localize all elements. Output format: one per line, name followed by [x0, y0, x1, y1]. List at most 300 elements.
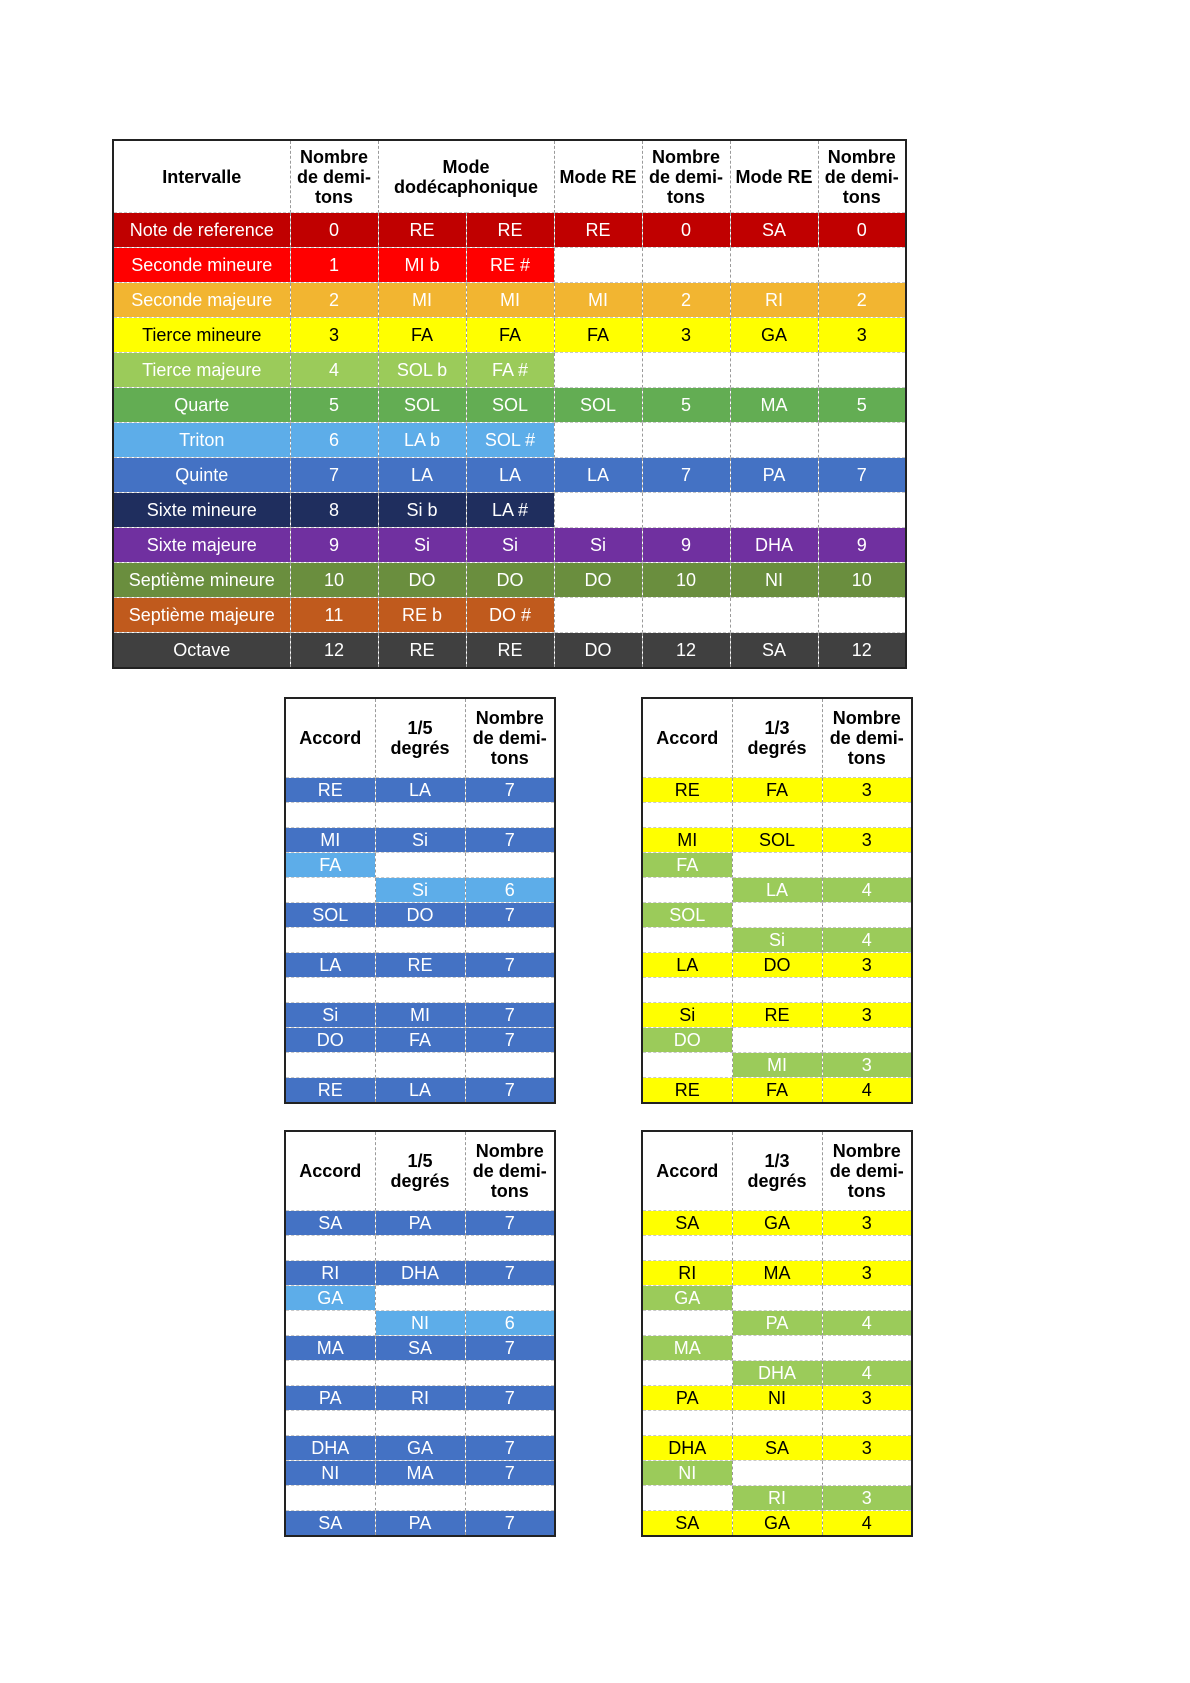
chord-row — [285, 1461, 555, 1486]
interval-cell: 9 — [642, 528, 730, 563]
chord-note — [642, 1411, 732, 1436]
interval-cell: RE — [466, 633, 554, 669]
header-degres: 1/3 degrés — [732, 698, 822, 778]
chord-note — [642, 1486, 732, 1511]
chord-row — [285, 878, 555, 903]
chord-degree: PA — [732, 1311, 822, 1336]
chord-note — [642, 1053, 732, 1078]
interval-name: Quarte — [113, 388, 290, 423]
interval-cell: 9 — [818, 528, 906, 563]
header-degres: 1/5 degrés — [375, 1131, 465, 1211]
chord-note — [285, 1411, 375, 1436]
interval-cell: Si — [554, 528, 642, 563]
chord-semitones: 4 — [822, 1078, 912, 1104]
interval-row — [113, 493, 906, 528]
chord-table-thirds-sa — [641, 1130, 913, 1537]
chord-note: LA — [642, 953, 732, 978]
header-intervalle: Intervalle — [113, 140, 290, 213]
chord-semitones: 3 — [822, 1261, 912, 1286]
chord-note: NI — [642, 1461, 732, 1486]
interval-cell: 6 — [290, 423, 378, 458]
interval-table-header — [113, 140, 906, 213]
interval-cell: 5 — [642, 388, 730, 423]
interval-cell — [554, 353, 642, 388]
chord-note — [285, 978, 375, 1003]
chord-degree: PA — [375, 1511, 465, 1537]
chord-note: Si — [642, 1003, 732, 1028]
chord-row — [285, 1436, 555, 1461]
chord-note: LA — [285, 953, 375, 978]
chord-degree — [732, 1286, 822, 1311]
chord-semitones: 3 — [822, 1386, 912, 1411]
chord-note — [642, 1311, 732, 1336]
interval-cell: LA — [378, 458, 466, 493]
chord-note: RE — [642, 1078, 732, 1104]
interval-name: Septième majeure — [113, 598, 290, 633]
chord-semitones: 7 — [465, 1461, 555, 1486]
interval-name: Seconde mineure — [113, 248, 290, 283]
interval-name: Septième mineure — [113, 563, 290, 598]
chord-semitones — [822, 978, 912, 1003]
chord-table-fifths-re — [284, 697, 556, 1104]
interval-cell: 8 — [290, 493, 378, 528]
chord-degree: Si — [375, 828, 465, 853]
chord-degree: GA — [732, 1511, 822, 1537]
interval-cell: FA # — [466, 353, 554, 388]
chord-degree: FA — [375, 1028, 465, 1053]
interval-row — [113, 318, 906, 353]
interval-cell: Si — [378, 528, 466, 563]
interval-cell — [818, 353, 906, 388]
chord-row — [285, 978, 555, 1003]
chord-degree: LA — [375, 778, 465, 803]
chord-degree: GA — [732, 1211, 822, 1236]
chord-degree — [375, 1236, 465, 1261]
interval-name: Sixte majeure — [113, 528, 290, 563]
chord-semitones: 3 — [822, 1211, 912, 1236]
interval-cell — [642, 598, 730, 633]
chord-degree: LA — [375, 1078, 465, 1104]
chord-row — [285, 1028, 555, 1053]
chord-semitones — [822, 1028, 912, 1053]
chord-table-header — [285, 1131, 555, 1211]
chord-note — [642, 878, 732, 903]
interval-cell: DHA — [730, 528, 818, 563]
chord-semitones: 4 — [822, 928, 912, 953]
header-degres: 1/3 degrés — [732, 1131, 822, 1211]
header-demi-tons: Nombre de demi-tons — [465, 698, 555, 778]
interval-row — [113, 598, 906, 633]
header-demi-tons-2: Nombre de demi-tons — [642, 140, 730, 213]
interval-cell: RE — [378, 633, 466, 669]
chord-row — [642, 1028, 912, 1053]
chord-semitones: 4 — [822, 1361, 912, 1386]
chord-semitones: 7 — [465, 1511, 555, 1537]
chord-row — [642, 1386, 912, 1411]
interval-row — [113, 213, 906, 248]
chord-note: FA — [642, 853, 732, 878]
chord-row — [285, 1236, 555, 1261]
interval-cell: SA — [730, 633, 818, 669]
interval-cell: LA b — [378, 423, 466, 458]
interval-cell — [554, 423, 642, 458]
chord-degree: Si — [732, 928, 822, 953]
chord-row — [285, 1211, 555, 1236]
chord-note: MI — [285, 828, 375, 853]
chord-degree: DO — [732, 953, 822, 978]
interval-cell: MI — [554, 283, 642, 318]
chord-degree: FA — [732, 1078, 822, 1104]
chord-semitones: 7 — [465, 1386, 555, 1411]
interval-row — [113, 248, 906, 283]
chord-semitones: 7 — [465, 903, 555, 928]
chord-note — [285, 803, 375, 828]
chord-table-header — [285, 698, 555, 778]
chord-row — [642, 1261, 912, 1286]
interval-cell — [818, 493, 906, 528]
chord-note — [285, 1311, 375, 1336]
interval-cell: 0 — [290, 213, 378, 248]
chord-semitones: 3 — [822, 828, 912, 853]
interval-cell — [730, 353, 818, 388]
interval-name: Tierce majeure — [113, 353, 290, 388]
chord-semitones — [465, 1286, 555, 1311]
chord-degree: MI — [732, 1053, 822, 1078]
header-mode-re: Mode RE — [554, 140, 642, 213]
chord-table-header — [642, 698, 912, 778]
chord-row — [285, 1486, 555, 1511]
chord-semitones — [465, 1236, 555, 1261]
interval-cell: 9 — [290, 528, 378, 563]
chord-semitones — [465, 978, 555, 1003]
interval-cell: 3 — [818, 318, 906, 353]
chord-semitones — [465, 1361, 555, 1386]
chord-row — [642, 778, 912, 803]
interval-cell — [730, 598, 818, 633]
chord-semitones: 3 — [822, 778, 912, 803]
chord-note: SA — [642, 1211, 732, 1236]
chord-semitones: 7 — [465, 1028, 555, 1053]
chord-row — [285, 903, 555, 928]
chord-degree: RI — [375, 1386, 465, 1411]
chord-note — [642, 1361, 732, 1386]
interval-cell: 3 — [290, 318, 378, 353]
chord-note: SOL — [285, 903, 375, 928]
chord-note: RI — [642, 1261, 732, 1286]
header-demi-tons: Nombre de demi-tons — [465, 1131, 555, 1211]
interval-cell — [642, 493, 730, 528]
header-accord: Accord — [285, 1131, 375, 1211]
chord-row — [285, 1361, 555, 1386]
chord-row — [642, 1361, 912, 1386]
interval-cell — [642, 353, 730, 388]
interval-cell: FA — [466, 318, 554, 353]
chord-semitones: 7 — [465, 1211, 555, 1236]
interval-cell: FA — [378, 318, 466, 353]
chord-semitones — [822, 1411, 912, 1436]
chord-degree: RE — [375, 953, 465, 978]
chord-degree — [732, 1236, 822, 1261]
chord-row — [642, 878, 912, 903]
chord-semitones: 4 — [822, 878, 912, 903]
chord-row — [285, 1336, 555, 1361]
chord-degree — [732, 853, 822, 878]
chord-semitones: 7 — [465, 953, 555, 978]
interval-cell — [554, 493, 642, 528]
chord-row — [642, 1236, 912, 1261]
interval-cell: PA — [730, 458, 818, 493]
chord-note: DO — [285, 1028, 375, 1053]
interval-cell: FA — [554, 318, 642, 353]
interval-cell: 2 — [818, 283, 906, 318]
chord-row — [285, 778, 555, 803]
interval-row — [113, 528, 906, 563]
chord-degree — [375, 1286, 465, 1311]
header-mode-re-2: Mode RE — [730, 140, 818, 213]
chord-semitones — [465, 1411, 555, 1436]
interval-cell — [642, 423, 730, 458]
header-mode-dodecaphonique: Mode dodécaphonique — [378, 140, 554, 213]
chord-note: DHA — [642, 1436, 732, 1461]
chord-note — [285, 1486, 375, 1511]
chord-row — [285, 1003, 555, 1028]
interval-cell: SOL b — [378, 353, 466, 388]
interval-cell: LA — [466, 458, 554, 493]
chord-degree: Si — [375, 878, 465, 903]
interval-row — [113, 388, 906, 423]
interval-cell: SOL — [554, 388, 642, 423]
interval-row — [113, 458, 906, 493]
interval-row — [113, 353, 906, 388]
interval-name: Octave — [113, 633, 290, 669]
chord-semitones — [822, 903, 912, 928]
chord-row — [285, 1286, 555, 1311]
interval-cell: 2 — [290, 283, 378, 318]
interval-cell — [730, 248, 818, 283]
interval-table — [112, 139, 907, 669]
chord-degree — [375, 978, 465, 1003]
chord-note: FA — [285, 853, 375, 878]
interval-cell: NI — [730, 563, 818, 598]
interval-cell: MI — [466, 283, 554, 318]
chord-semitones: 3 — [822, 1053, 912, 1078]
chord-row — [642, 953, 912, 978]
chord-note: NI — [285, 1461, 375, 1486]
chord-degree — [375, 803, 465, 828]
chord-semitones: 3 — [822, 1486, 912, 1511]
chord-note — [285, 1053, 375, 1078]
chord-degree: SA — [375, 1336, 465, 1361]
interval-cell: 12 — [642, 633, 730, 669]
chord-note — [285, 878, 375, 903]
chord-degree: LA — [732, 878, 822, 903]
interval-name: Triton — [113, 423, 290, 458]
chord-degree — [375, 1053, 465, 1078]
chord-note: SA — [642, 1511, 732, 1537]
interval-cell: MA — [730, 388, 818, 423]
chord-degree: MA — [375, 1461, 465, 1486]
interval-cell: 2 — [642, 283, 730, 318]
interval-cell: RE — [466, 213, 554, 248]
interval-cell: SOL # — [466, 423, 554, 458]
header-accord: Accord — [642, 698, 732, 778]
chord-semitones: 6 — [465, 1311, 555, 1336]
header-demi-tons: Nombre de demi-tons — [822, 698, 912, 778]
interval-cell: Si b — [378, 493, 466, 528]
chord-note: MA — [642, 1336, 732, 1361]
chord-semitones: 7 — [465, 778, 555, 803]
chord-row — [642, 1311, 912, 1336]
interval-cell: 7 — [290, 458, 378, 493]
chord-note: DO — [642, 1028, 732, 1053]
chord-row — [285, 1511, 555, 1537]
header-demi-tons: Nombre de demi-tons — [290, 140, 378, 213]
chord-row — [642, 1078, 912, 1104]
chord-note: SA — [285, 1511, 375, 1537]
chord-degree: RE — [732, 1003, 822, 1028]
interval-cell: LA — [554, 458, 642, 493]
chord-note: Si — [285, 1003, 375, 1028]
chord-note: MA — [285, 1336, 375, 1361]
chord-semitones — [822, 1461, 912, 1486]
chord-degree: PA — [375, 1211, 465, 1236]
interval-cell — [730, 493, 818, 528]
chord-semitones: 4 — [822, 1511, 912, 1537]
header-demi-tons: Nombre de demi-tons — [822, 1131, 912, 1211]
interval-cell: 12 — [818, 633, 906, 669]
interval-name: Note de reference — [113, 213, 290, 248]
chord-note: SOL — [642, 903, 732, 928]
chord-semitones: 3 — [822, 1436, 912, 1461]
interval-cell: 11 — [290, 598, 378, 633]
interval-cell: RI — [730, 283, 818, 318]
chord-row — [285, 953, 555, 978]
chord-semitones: 3 — [822, 953, 912, 978]
header-accord: Accord — [642, 1131, 732, 1211]
interval-cell: RE # — [466, 248, 554, 283]
chord-degree: SOL — [732, 828, 822, 853]
interval-cell: DO — [554, 633, 642, 669]
chord-table-fifths-sa — [284, 1130, 556, 1537]
chord-semitones: 6 — [465, 878, 555, 903]
chord-row — [642, 1211, 912, 1236]
interval-cell: 3 — [642, 318, 730, 353]
chord-degree — [375, 1411, 465, 1436]
chord-row — [642, 1336, 912, 1361]
interval-cell: DO — [466, 563, 554, 598]
chord-row — [642, 1411, 912, 1436]
chord-degree — [732, 978, 822, 1003]
interval-cell: 10 — [818, 563, 906, 598]
chord-semitones — [822, 1286, 912, 1311]
chord-row — [642, 978, 912, 1003]
chord-semitones — [465, 803, 555, 828]
interval-cell: DO — [554, 563, 642, 598]
interval-cell: 0 — [642, 213, 730, 248]
chord-degree — [375, 928, 465, 953]
interval-cell: RE — [378, 213, 466, 248]
interval-row — [113, 633, 906, 669]
chord-degree — [732, 1336, 822, 1361]
chord-degree — [732, 1411, 822, 1436]
interval-cell: 0 — [818, 213, 906, 248]
chord-degree: SA — [732, 1436, 822, 1461]
chord-semitones — [465, 1053, 555, 1078]
chord-row — [285, 1411, 555, 1436]
interval-cell: GA — [730, 318, 818, 353]
interval-cell: SA — [730, 213, 818, 248]
chord-degree — [732, 803, 822, 828]
interval-name: Tierce mineure — [113, 318, 290, 353]
chord-row — [642, 1461, 912, 1486]
chord-row — [285, 1386, 555, 1411]
chord-semitones: 7 — [465, 1003, 555, 1028]
chord-row — [642, 1436, 912, 1461]
chord-row — [285, 1053, 555, 1078]
chord-semitones: 3 — [822, 1003, 912, 1028]
interval-cell: MI b — [378, 248, 466, 283]
chord-degree — [375, 853, 465, 878]
chord-note: GA — [285, 1286, 375, 1311]
interval-cell: 7 — [642, 458, 730, 493]
interval-cell: 12 — [290, 633, 378, 669]
chord-row — [285, 928, 555, 953]
interval-row — [113, 283, 906, 318]
interval-cell — [554, 598, 642, 633]
chord-note: PA — [642, 1386, 732, 1411]
chord-row — [285, 1078, 555, 1104]
interval-name: Seconde majeure — [113, 283, 290, 318]
chord-row — [642, 853, 912, 878]
chord-degree — [732, 1461, 822, 1486]
header-degres: 1/5 degrés — [375, 698, 465, 778]
interval-cell: 1 — [290, 248, 378, 283]
interval-cell — [818, 248, 906, 283]
interval-cell: 5 — [290, 388, 378, 423]
chord-row — [642, 1053, 912, 1078]
chord-degree: GA — [375, 1436, 465, 1461]
interval-cell — [554, 248, 642, 283]
interval-cell: SOL — [378, 388, 466, 423]
chord-row — [285, 1261, 555, 1286]
interval-cell: 10 — [290, 563, 378, 598]
interval-cell: LA # — [466, 493, 554, 528]
chord-note — [642, 1236, 732, 1261]
chord-degree: DHA — [732, 1361, 822, 1386]
interval-row — [113, 423, 906, 458]
interval-cell — [818, 598, 906, 633]
chord-semitones — [822, 803, 912, 828]
chord-semitones: 4 — [822, 1311, 912, 1336]
chord-row — [642, 1511, 912, 1537]
interval-cell — [818, 423, 906, 458]
chord-semitones — [822, 1236, 912, 1261]
chord-degree: MI — [375, 1003, 465, 1028]
chord-row — [285, 853, 555, 878]
chord-semitones: 7 — [465, 1078, 555, 1104]
chord-note — [642, 978, 732, 1003]
interval-name: Quinte — [113, 458, 290, 493]
chord-degree: NI — [375, 1311, 465, 1336]
chord-note — [285, 928, 375, 953]
chord-row — [642, 903, 912, 928]
chord-semitones: 7 — [465, 1336, 555, 1361]
chord-note: RE — [642, 778, 732, 803]
chord-semitones — [822, 853, 912, 878]
chord-row — [642, 803, 912, 828]
chord-degree: MA — [732, 1261, 822, 1286]
chord-semitones: 7 — [465, 1261, 555, 1286]
